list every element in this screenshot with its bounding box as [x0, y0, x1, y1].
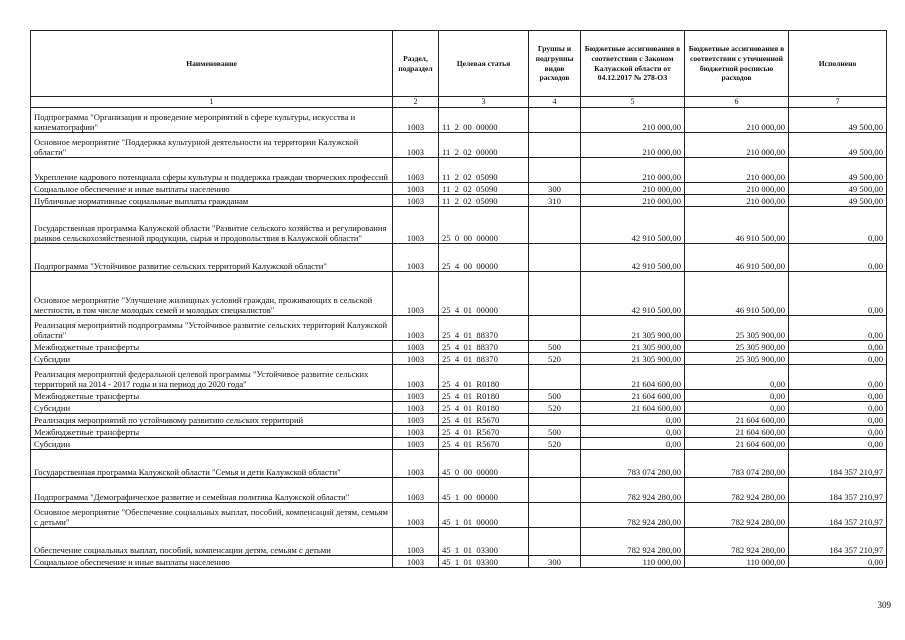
cell-refined: 0,00 — [685, 390, 789, 402]
table-row — [31, 478, 887, 503]
cell-law: 210 000,00 — [581, 133, 685, 158]
cell-law: 21 305 900,00 — [581, 341, 685, 353]
cell-refined: 782 924 280,00 — [685, 503, 789, 528]
cell-group — [529, 365, 581, 390]
cell-section: 1003 — [393, 272, 439, 316]
cell-name: Субсидии — [31, 402, 393, 414]
cell-group — [529, 503, 581, 528]
cell-section: 1003 — [393, 195, 439, 207]
cell-law: 210 000,00 — [581, 158, 685, 183]
cell-refined: 25 305 900,00 — [685, 316, 789, 341]
cell-group — [529, 528, 581, 556]
cell-law: 110 000,00 — [581, 556, 685, 568]
cell-code: 25 4 01 R0180 — [439, 390, 529, 402]
cell-group — [529, 108, 581, 133]
cell-group: 300 — [529, 556, 581, 568]
cell-law: 210 000,00 — [581, 183, 685, 195]
cell-section: 1003 — [393, 390, 439, 402]
cell-law: 210 000,00 — [581, 195, 685, 207]
cell-name: Укрепление кадрового потенциала сферы культуры и поддержка граждан творческих профессий — [31, 158, 393, 183]
cell-refined: 210 000,00 — [685, 133, 789, 158]
cell-code: 11 2 00 00000 — [439, 108, 529, 133]
table-row — [31, 195, 887, 207]
cell-section: 1003 — [393, 183, 439, 195]
cell-group: 520 — [529, 438, 581, 450]
cell-group: 500 — [529, 426, 581, 438]
cell-section: 1003 — [393, 414, 439, 426]
cell-executed: 0,00 — [789, 207, 887, 244]
cell-refined: 0,00 — [685, 402, 789, 414]
cell-law: 21 604 600,00 — [581, 402, 685, 414]
table-row — [31, 450, 887, 478]
cell-group — [529, 207, 581, 244]
cell-section: 1003 — [393, 402, 439, 414]
cell-name: Подпрограмма "Устойчивое развитие сельских территорий Калужской области" — [31, 244, 393, 272]
cell-name: Подпрограмма "Организация и проведение мероприятий в сфере культуры, искусства и кинематографии" — [31, 108, 393, 133]
table-row — [31, 341, 887, 353]
column-number: 4 — [529, 97, 581, 108]
cell-name: Социальное обеспечение и иные выплаты населению — [31, 556, 393, 568]
column-number: 7 — [789, 97, 887, 108]
cell-code: 11 2 02 05090 — [439, 183, 529, 195]
cell-group: 500 — [529, 341, 581, 353]
cell-section: 1003 — [393, 365, 439, 390]
cell-code: 11 2 02 05090 — [439, 158, 529, 183]
cell-code: 25 4 00 00000 — [439, 244, 529, 272]
cell-name: Государственная программа Калужской области "Семья и дети Калужской области" — [31, 450, 393, 478]
table-header-row — [31, 31, 887, 97]
column-number: 2 — [393, 97, 439, 108]
cell-refined: 46 910 500,00 — [685, 207, 789, 244]
table-row — [31, 503, 887, 528]
cell-law: 783 074 280,00 — [581, 450, 685, 478]
cell-section: 1003 — [393, 478, 439, 503]
table-row — [31, 438, 887, 450]
table-row — [31, 207, 887, 244]
cell-law: 782 924 280,00 — [581, 503, 685, 528]
cell-name: Реализация мероприятий подпрограммы "Устойчивое развитие сельских территорий Калужской области" — [31, 316, 393, 341]
cell-section: 1003 — [393, 133, 439, 158]
table-row — [31, 528, 887, 556]
table-row — [31, 316, 887, 341]
cell-law: 0,00 — [581, 438, 685, 450]
table-row — [31, 414, 887, 426]
cell-name: Подпрограмма "Демографическое развитие и семейная политика Калужской области" — [31, 478, 393, 503]
cell-refined: 210 000,00 — [685, 158, 789, 183]
cell-code: 25 4 01 R0180 — [439, 365, 529, 390]
cell-law: 0,00 — [581, 426, 685, 438]
cell-refined: 210 000,00 — [685, 108, 789, 133]
cell-executed: 49 500,00 — [789, 195, 887, 207]
header-executed: Исполнено — [789, 31, 887, 97]
cell-executed: 0,00 — [789, 316, 887, 341]
cell-group — [529, 272, 581, 316]
cell-executed: 49 500,00 — [789, 183, 887, 195]
table-row — [31, 426, 887, 438]
cell-section: 1003 — [393, 353, 439, 365]
table-row — [31, 556, 887, 568]
cell-law: 21 604 600,00 — [581, 390, 685, 402]
cell-group: 300 — [529, 183, 581, 195]
header-section: Раздел, подраздел — [393, 31, 439, 97]
cell-executed: 184 357 210,97 — [789, 478, 887, 503]
cell-group — [529, 414, 581, 426]
cell-section: 1003 — [393, 528, 439, 556]
page-number: 309 — [877, 600, 891, 610]
cell-code: 25 4 01 R5670 — [439, 426, 529, 438]
header-groups: Группы и подгруппы видов расходов — [529, 31, 581, 97]
cell-code: 11 2 02 00000 — [439, 133, 529, 158]
cell-group — [529, 244, 581, 272]
cell-code: 45 1 00 00000 — [439, 478, 529, 503]
cell-law: 21 604 600,00 — [581, 365, 685, 390]
cell-code: 25 4 01 88370 — [439, 353, 529, 365]
header-name: Наименование — [31, 31, 393, 97]
cell-law: 782 924 280,00 — [581, 528, 685, 556]
cell-executed: 0,00 — [789, 341, 887, 353]
cell-law: 21 305 900,00 — [581, 316, 685, 341]
cell-group — [529, 158, 581, 183]
cell-code: 25 4 01 R5670 — [439, 414, 529, 426]
cell-section: 1003 — [393, 316, 439, 341]
cell-executed: 0,00 — [789, 414, 887, 426]
cell-name: Основное мероприятие "Улучшение жилищных условий граждан, проживающих в сельской местности, в том числе молодых семей и молодых специалистов" — [31, 272, 393, 316]
column-number: 6 — [685, 97, 789, 108]
cell-executed: 0,00 — [789, 556, 887, 568]
cell-refined: 46 910 500,00 — [685, 244, 789, 272]
cell-name: Межбюджетные трансферты — [31, 390, 393, 402]
cell-law: 0,00 — [581, 414, 685, 426]
cell-group — [529, 478, 581, 503]
cell-name: Основное мероприятие "Поддержка культурной деятельности на территории Калужской области" — [31, 133, 393, 158]
cell-executed: 0,00 — [789, 365, 887, 390]
column-number: 3 — [439, 97, 529, 108]
cell-section: 1003 — [393, 341, 439, 353]
cell-section: 1003 — [393, 503, 439, 528]
table-row — [31, 353, 887, 365]
header-target: Целевая статья — [439, 31, 529, 97]
cell-executed: 0,00 — [789, 402, 887, 414]
cell-executed: 184 357 210,97 — [789, 528, 887, 556]
cell-group — [529, 450, 581, 478]
cell-name: Межбюджетные трансферты — [31, 426, 393, 438]
cell-code: 45 1 01 03300 — [439, 528, 529, 556]
cell-code: 25 4 01 88370 — [439, 316, 529, 341]
cell-executed: 0,00 — [789, 390, 887, 402]
cell-group — [529, 316, 581, 341]
cell-executed: 0,00 — [789, 272, 887, 316]
cell-refined: 21 604 600,00 — [685, 426, 789, 438]
cell-refined: 110 000,00 — [685, 556, 789, 568]
cell-refined: 0,00 — [685, 365, 789, 390]
header-refined: Бюджетные ассигнования в соответствии с уточненной бюджетной росписью расходов — [685, 31, 789, 97]
cell-section: 1003 — [393, 438, 439, 450]
cell-code: 11 2 02 05090 — [439, 195, 529, 207]
table-row — [31, 183, 887, 195]
cell-section: 1003 — [393, 244, 439, 272]
cell-name: Социальное обеспечение и иные выплаты населению — [31, 183, 393, 195]
cell-executed: 0,00 — [789, 244, 887, 272]
cell-law: 42 910 500,00 — [581, 272, 685, 316]
cell-executed: 184 357 210,97 — [789, 450, 887, 478]
cell-group: 520 — [529, 402, 581, 414]
cell-name: Основное мероприятие "Обеспечение социальных выплат, пособий, компенсаций детям, семьям с детьми" — [31, 503, 393, 528]
cell-section: 1003 — [393, 158, 439, 183]
cell-refined: 210 000,00 — [685, 183, 789, 195]
cell-name: Реализация мероприятий федеральной целевой программы "Устойчивое развитие сельских территорий на 2014 - 2017 годы и на период до 2020 года" — [31, 365, 393, 390]
cell-group: 500 — [529, 390, 581, 402]
cell-refined: 25 305 900,00 — [685, 341, 789, 353]
table-row — [31, 402, 887, 414]
cell-executed: 0,00 — [789, 438, 887, 450]
column-number: 1 — [31, 97, 393, 108]
table-row — [31, 390, 887, 402]
cell-section: 1003 — [393, 450, 439, 478]
cell-law: 210 000,00 — [581, 108, 685, 133]
cell-name: Межбюджетные трансферты — [31, 341, 393, 353]
table-row — [31, 108, 887, 133]
cell-executed: 184 357 210,97 — [789, 503, 887, 528]
cell-name: Субсидии — [31, 353, 393, 365]
cell-code: 25 4 01 00000 — [439, 272, 529, 316]
cell-code: 45 0 00 00000 — [439, 450, 529, 478]
table-row — [31, 244, 887, 272]
cell-code: 45 1 01 00000 — [439, 503, 529, 528]
cell-law: 21 305 900,00 — [581, 353, 685, 365]
cell-section: 1003 — [393, 108, 439, 133]
cell-executed: 49 500,00 — [789, 158, 887, 183]
cell-executed: 49 500,00 — [789, 108, 887, 133]
header-law: Бюджетные ассигнования в соответствии с Законом Калужской области от 04.12.2017 № 278-ОЗ — [581, 31, 685, 97]
cell-refined: 783 074 280,00 — [685, 450, 789, 478]
cell-refined: 46 910 500,00 — [685, 272, 789, 316]
cell-refined: 210 000,00 — [685, 195, 789, 207]
cell-code: 25 4 01 R0180 — [439, 402, 529, 414]
cell-name: Обеспечение социальных выплат, пособий, компенсации детям, семьям с детьми — [31, 528, 393, 556]
cell-code: 25 0 00 00000 — [439, 207, 529, 244]
cell-refined: 25 305 900,00 — [685, 353, 789, 365]
cell-code: 25 4 01 R5670 — [439, 438, 529, 450]
cell-law: 42 910 500,00 — [581, 244, 685, 272]
column-number-row — [31, 97, 887, 108]
budget-table — [30, 30, 887, 568]
cell-group: 310 — [529, 195, 581, 207]
cell-executed: 49 500,00 — [789, 133, 887, 158]
cell-name: Реализация мероприятий по устойчивому развитию сельских территорий — [31, 414, 393, 426]
cell-section: 1003 — [393, 207, 439, 244]
cell-group: 520 — [529, 353, 581, 365]
cell-name: Публичные нормативные социальные выплаты гражданам — [31, 195, 393, 207]
cell-refined: 782 924 280,00 — [685, 478, 789, 503]
cell-executed: 0,00 — [789, 353, 887, 365]
cell-group — [529, 133, 581, 158]
cell-name: Субсидии — [31, 438, 393, 450]
cell-code: 25 4 01 88370 — [439, 341, 529, 353]
cell-code: 45 1 01 03300 — [439, 556, 529, 568]
table-row — [31, 158, 887, 183]
cell-executed: 0,00 — [789, 426, 887, 438]
cell-refined: 21 604 600,00 — [685, 414, 789, 426]
cell-law: 782 924 280,00 — [581, 478, 685, 503]
column-number: 5 — [581, 97, 685, 108]
table-row — [31, 133, 887, 158]
cell-refined: 21 604 600,00 — [685, 438, 789, 450]
cell-section: 1003 — [393, 426, 439, 438]
cell-law: 42 910 500,00 — [581, 207, 685, 244]
cell-name: Государственная программа Калужской области "Развитие сельского хозяйства и регулирования рынков сельскохозяйственной продукции, сырья и продовольствия в Калужской области" — [31, 207, 393, 244]
table-row — [31, 272, 887, 316]
cell-section: 1003 — [393, 556, 439, 568]
cell-refined: 782 924 280,00 — [685, 528, 789, 556]
table-row — [31, 365, 887, 390]
